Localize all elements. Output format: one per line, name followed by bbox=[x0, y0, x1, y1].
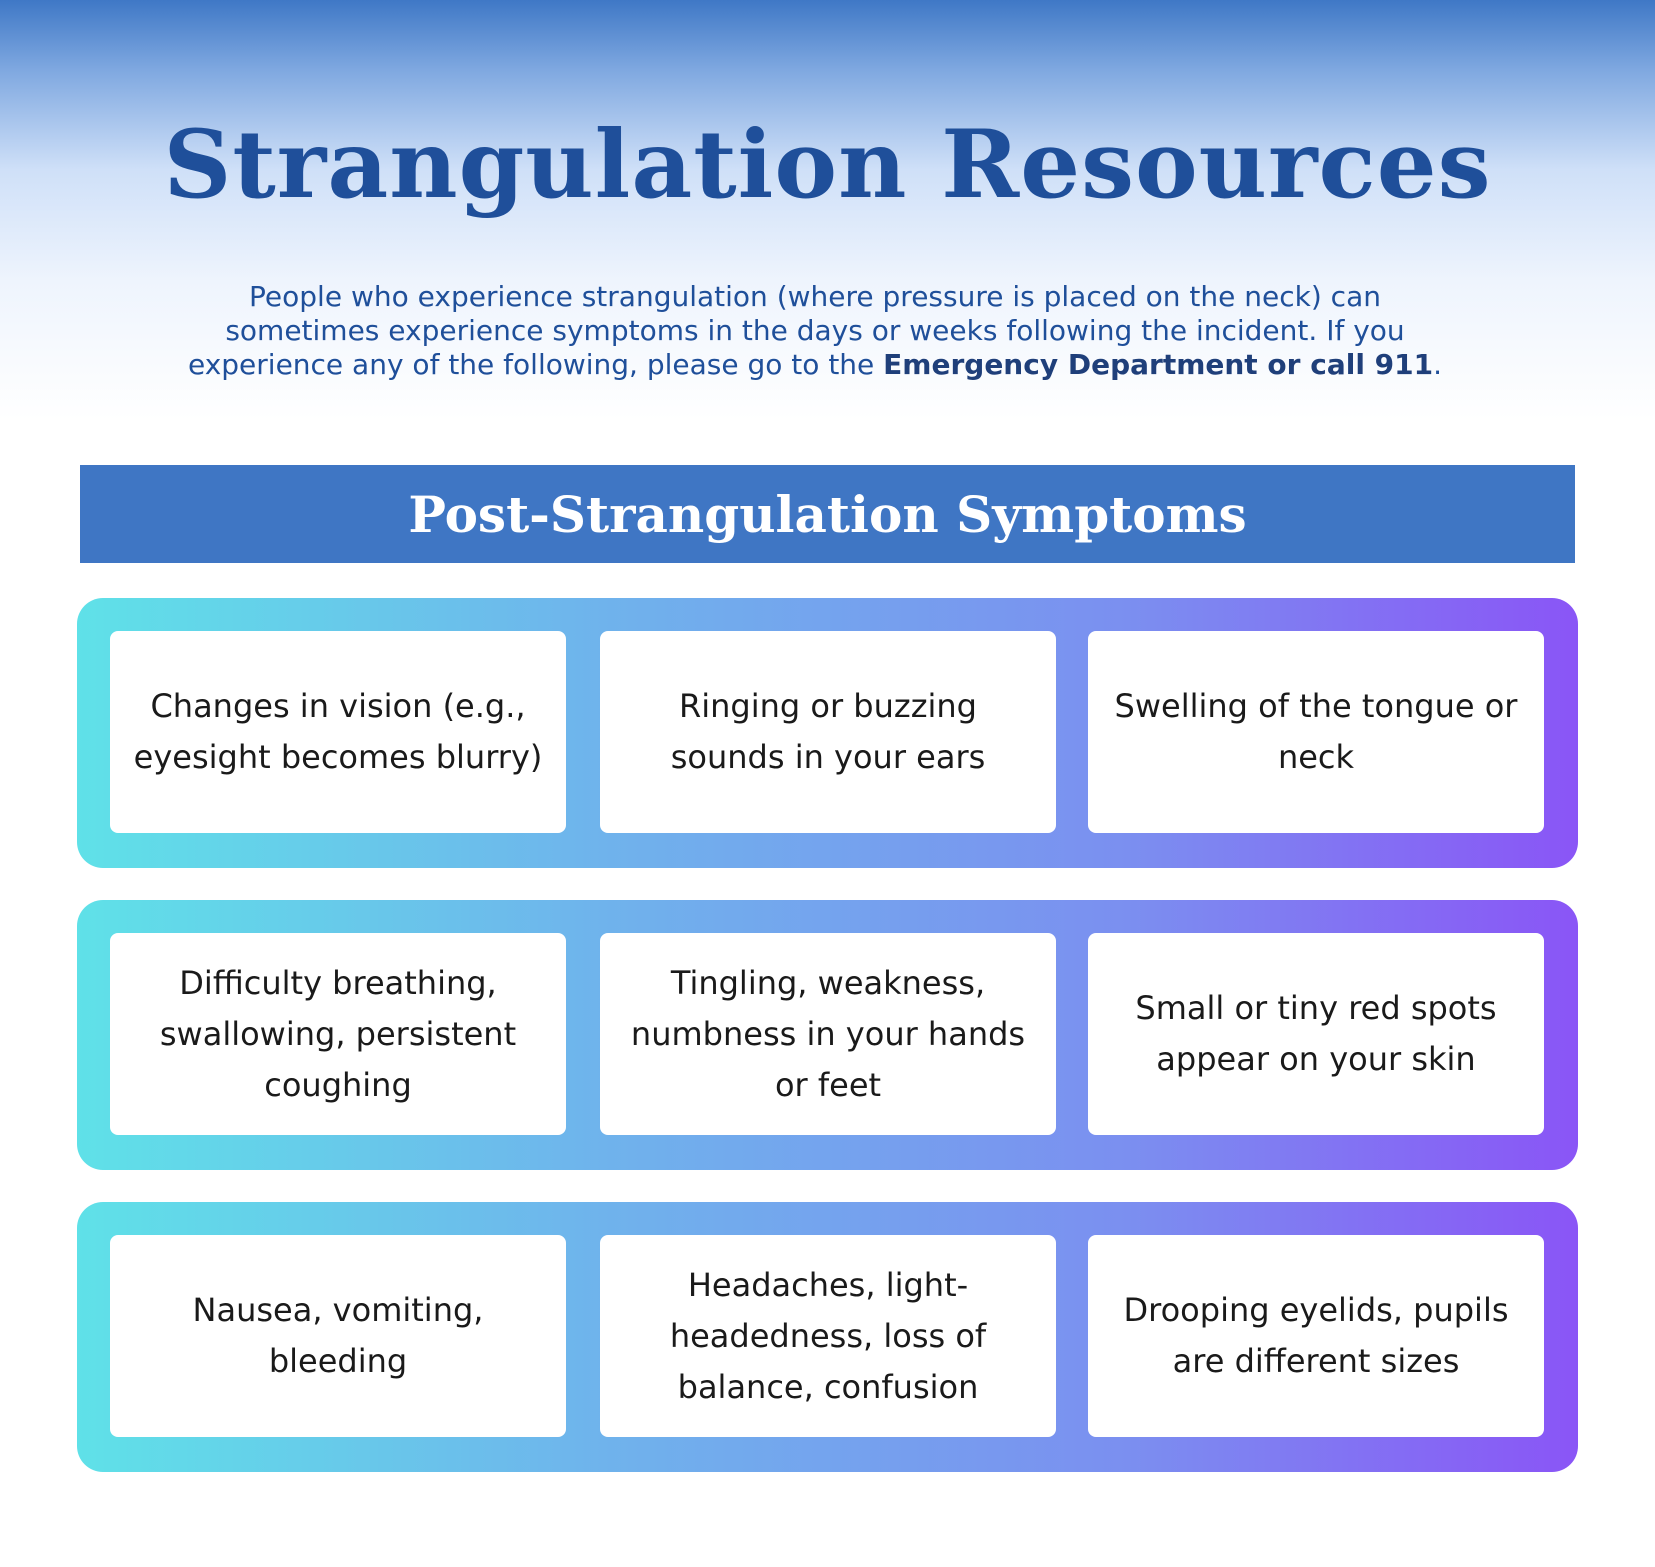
intro-text: People who experience strangulation (where pressure is placed on the neck) can sometimes experience symptoms in the days or weeks following the incident. If you experience any of the following, please go to the bbox=[187, 280, 1405, 381]
symptom-card bbox=[110, 933, 566, 1135]
symptom-text: Headaches, light-headedness, loss of balance, confusion bbox=[669, 1265, 987, 1406]
symptom-card bbox=[1088, 631, 1544, 833]
section-title: Post-Strangulation Symptoms bbox=[408, 484, 1247, 544]
page-title: Strangulation Resources bbox=[163, 110, 1492, 220]
symptom-card bbox=[110, 1235, 566, 1437]
symptom-text: Ringing or buzzing sounds in your ears bbox=[670, 687, 986, 776]
symptom-text: Tingling, weakness, numbness in your hands or feet bbox=[630, 963, 1026, 1104]
symptom-card bbox=[110, 631, 566, 833]
symptom-text: Small or tiny red spots appear on your skin bbox=[1135, 989, 1497, 1078]
symptom-card bbox=[1088, 933, 1544, 1135]
symptom-row-2 bbox=[77, 900, 1578, 1170]
symptom-row-3 bbox=[77, 1202, 1578, 1472]
symptom-card bbox=[600, 631, 1056, 833]
symptom-row-1 bbox=[77, 598, 1578, 868]
symptom-text: Swelling of the tongue or neck bbox=[1114, 687, 1518, 776]
symptom-text: Nausea, vomiting, bleeding bbox=[192, 1291, 484, 1380]
symptom-card bbox=[600, 1235, 1056, 1437]
symptom-card bbox=[600, 933, 1056, 1135]
symptom-text: Drooping eyelids, pupils are different sizes bbox=[1123, 1291, 1509, 1380]
section-banner bbox=[80, 465, 1575, 563]
intro-paragraph bbox=[170, 280, 1460, 382]
intro-emphasis: Emergency Department or call 911 bbox=[883, 348, 1434, 381]
symptom-text: Changes in vision (e.g., eyesight becomes blurry) bbox=[133, 687, 543, 776]
symptom-card bbox=[1088, 1235, 1544, 1437]
symptom-text: Difficulty breathing, swallowing, persistent coughing bbox=[159, 963, 517, 1104]
intro-end: . bbox=[1433, 348, 1443, 381]
